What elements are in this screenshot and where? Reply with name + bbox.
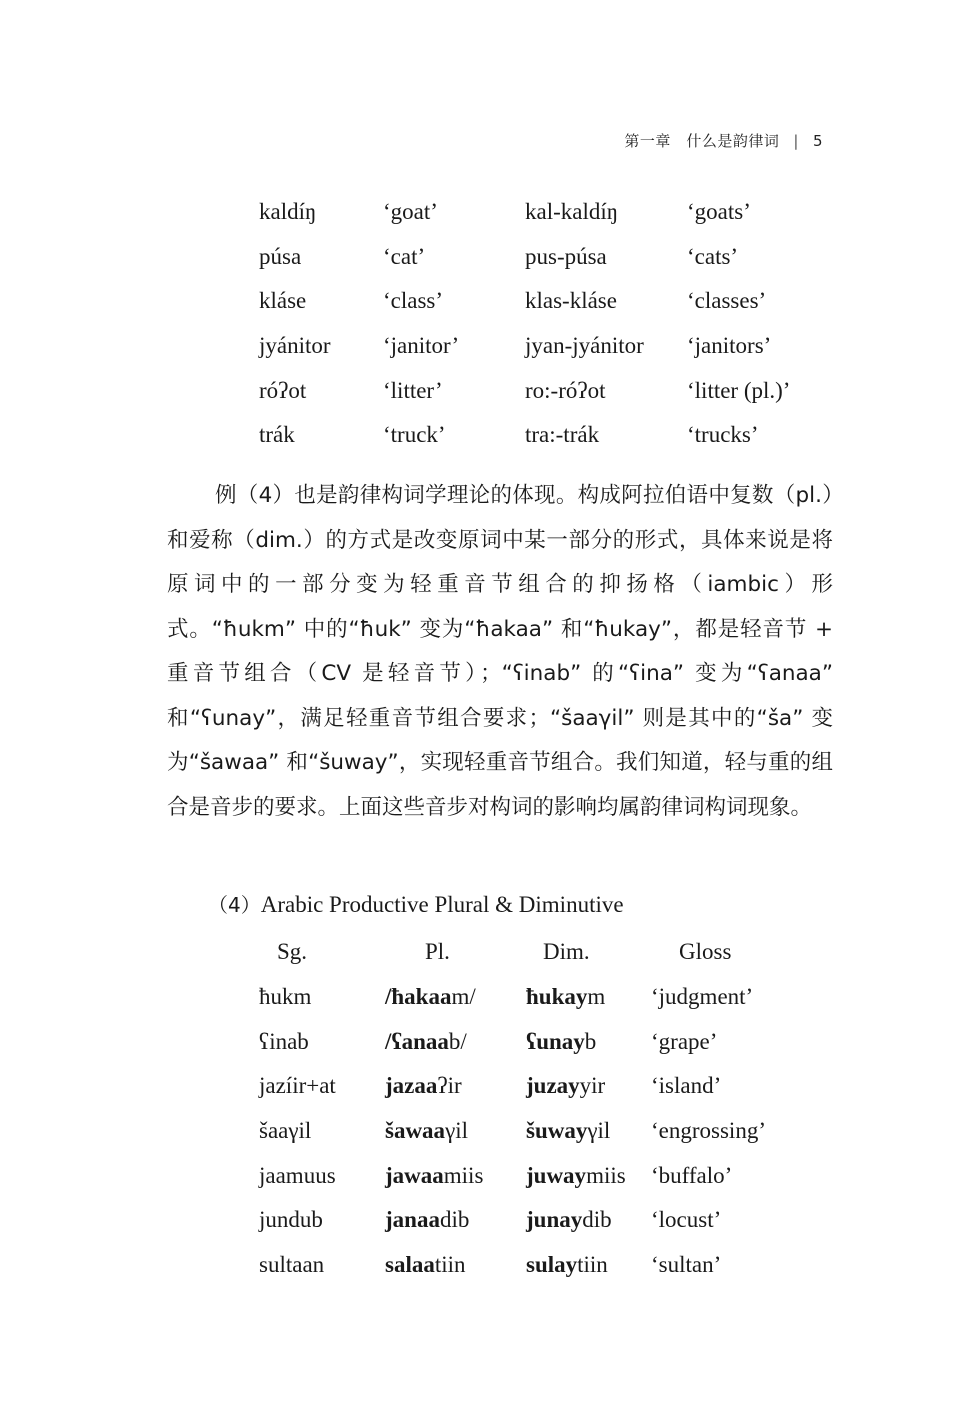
- plural-rest: γil: [445, 1118, 469, 1144]
- plural-form: klas-kláse: [525, 288, 617, 314]
- table-row: [259, 413, 847, 458]
- diminutive-form: [526, 1029, 651, 1055]
- singular-gloss: ‘litter’: [383, 377, 443, 403]
- column-header-dim: Dim.: [543, 939, 590, 965]
- plural-gloss: ‘trucks’: [687, 422, 759, 448]
- reduplication-table: [259, 190, 847, 458]
- diminutive-iamb: junay: [526, 1207, 583, 1233]
- diminutive-iamb: ħukay: [526, 984, 588, 1010]
- diminutive-iamb: juzay: [526, 1073, 580, 1099]
- singular-form: kaldíŋ: [259, 199, 317, 225]
- table-row: [259, 235, 847, 280]
- table-header-row: [259, 930, 811, 975]
- arabic-plural-table: [259, 930, 811, 1288]
- table-row: [259, 1198, 811, 1243]
- plural-gloss: ‘goats’: [687, 199, 751, 225]
- singular-gloss: ‘janitor’: [383, 333, 460, 359]
- body-paragraph: 例（4）也是韵律构词学理论的体现。构成阿拉伯语中复数（pl.）和爱称（dim.）的方式是改变原词中某一部分的形式，具体来说是将原词中的一部分变为轻重音节组合的抑扬格（iambic）形式。“ħukm” 中的“ħuk” 变为“ħakaa” 和“ħukay”，都是轻音节 + 重音节组合（CV 是轻音节）；“ʕinab” 的“ʕina” 变为“ʕanaa” 和“ʕunay”，满足轻重音节组合要求；“šaaγil” 则是其中的“ša” 变为“šawaa” 和“šuway”，实现轻重音节组合。我们知道，轻与重的组合是音步的要求。上面这些音步对构词的影响均属韵律词构词现象。: [167, 483, 833, 820]
- plural-form: ro:-róʔot: [525, 377, 606, 403]
- singular-form: jundub: [259, 1207, 323, 1233]
- running-header: [624, 130, 823, 151]
- diminutive-rest: miis: [586, 1162, 626, 1188]
- singular-form: sultaan: [259, 1252, 325, 1278]
- table-row: [259, 1109, 811, 1154]
- plural-form: [385, 1163, 526, 1189]
- singular-form: jaamuus: [259, 1162, 336, 1188]
- diminutive-form: [526, 1163, 651, 1189]
- plural-iamb: jazaa: [385, 1073, 438, 1099]
- plural-form: tra:-trák: [525, 422, 600, 448]
- plural-rest: b/: [448, 1028, 467, 1054]
- gloss: ‘grape’: [651, 1028, 718, 1054]
- singular-form: kláse: [259, 288, 307, 314]
- diminutive-rest: γil: [587, 1118, 611, 1144]
- column-header-sg: Sg.: [277, 939, 308, 965]
- plural-gloss: ‘classes’: [687, 288, 767, 314]
- table-row: [259, 368, 847, 413]
- plural-iamb: janaa: [385, 1207, 440, 1233]
- singular-form: jyánitor: [259, 333, 331, 359]
- chapter-title: 第一章 什么是韵律词: [624, 132, 780, 150]
- plural-form: [385, 1029, 526, 1055]
- singular-gloss: ‘goat’: [383, 199, 438, 225]
- table-row: [259, 975, 811, 1020]
- diminutive-form: [526, 1118, 651, 1144]
- diminutive-rest: tiin: [577, 1252, 608, 1278]
- plural-iamb: jawaa: [385, 1162, 444, 1188]
- plural-rest: miis: [443, 1162, 484, 1188]
- plural-gloss: ‘litter (pl.)’: [687, 377, 791, 403]
- plural-form: [385, 1252, 526, 1278]
- diminutive-rest: yir: [579, 1073, 606, 1099]
- diminutive-iamb: sulay: [526, 1252, 578, 1278]
- table-row: [259, 1019, 811, 1064]
- table-row: [259, 324, 847, 369]
- diminutive-form: [526, 1252, 651, 1278]
- diminutive-rest: m: [587, 984, 606, 1010]
- gloss: ‘judgment’: [651, 984, 754, 1010]
- diminutive-iamb: ʕunay: [526, 1028, 585, 1054]
- diminutive-rest: b: [584, 1028, 597, 1054]
- singular-form: šaaγil: [259, 1118, 312, 1144]
- plural-form: [385, 1073, 526, 1099]
- plural-form: [385, 1207, 526, 1233]
- singular-form: róʔot: [259, 377, 307, 403]
- table-row: [259, 190, 847, 235]
- column-header-gloss: Gloss: [679, 939, 732, 965]
- plural-rest: tiin: [434, 1252, 466, 1278]
- table-row: [259, 1064, 811, 1109]
- header-separator: |: [793, 131, 799, 150]
- plural-rest: m/: [451, 984, 476, 1010]
- diminutive-iamb: juway: [526, 1162, 587, 1188]
- plural-form: jyan-jyánitor: [525, 333, 644, 359]
- table-row: [259, 279, 847, 324]
- page-number: 5: [812, 131, 823, 150]
- table-row: [259, 1153, 811, 1198]
- table-row: [259, 1243, 811, 1288]
- singular-form: ʕinab: [259, 1028, 309, 1054]
- plural-gloss: ‘cats’: [687, 243, 739, 269]
- singular-form: púsa: [259, 243, 302, 269]
- gloss: ‘engrossing’: [651, 1118, 766, 1144]
- diminutive-form: [526, 1073, 651, 1099]
- gloss: ‘locust’: [651, 1207, 722, 1233]
- singular-form: ħukm: [259, 984, 312, 1010]
- plural-form: [385, 984, 526, 1010]
- gloss: ‘sultan’: [651, 1252, 722, 1278]
- singular-gloss: ‘class’: [383, 288, 444, 314]
- plural-rest: ʔir: [437, 1073, 462, 1099]
- example-title: Arabic Productive Plural & Diminutive: [260, 892, 624, 917]
- plural-iamb: /ʕanaa: [385, 1028, 449, 1054]
- singular-gloss: ‘truck’: [383, 422, 446, 448]
- example-number: （4）: [208, 893, 261, 917]
- singular-form: trák: [259, 422, 295, 448]
- diminutive-form: [526, 1207, 651, 1233]
- column-header-pl: Pl.: [425, 939, 450, 965]
- diminutive-form: [526, 984, 651, 1010]
- gloss: ‘island’: [651, 1073, 722, 1099]
- gloss: ‘buffalo’: [651, 1162, 733, 1188]
- plural-form: kal-kaldíŋ: [525, 199, 619, 225]
- singular-form: jazíir+at: [259, 1073, 336, 1099]
- plural-iamb: /ħakaa: [385, 984, 452, 1010]
- plural-iamb: salaa: [385, 1252, 435, 1278]
- plural-form: pus-púsa: [525, 243, 607, 269]
- diminutive-iamb: šuway: [526, 1118, 588, 1144]
- plural-gloss: ‘janitors’: [687, 333, 772, 359]
- diminutive-rest: dib: [582, 1207, 612, 1233]
- plural-form: [385, 1118, 526, 1144]
- example-heading: [208, 889, 624, 918]
- singular-gloss: ‘cat’: [383, 243, 426, 269]
- plural-iamb: šawaa: [385, 1118, 446, 1144]
- plural-rest: dib: [439, 1207, 470, 1233]
